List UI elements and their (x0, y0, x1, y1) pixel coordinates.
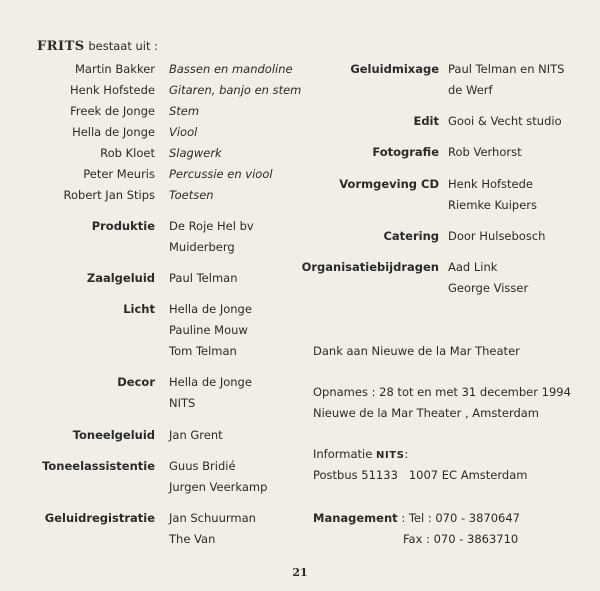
member-name: Robert Jan Stips (63, 188, 155, 202)
credit-label-decor: Decor (117, 375, 155, 389)
credit-label-zaalgeluid: Zaalgeluid (86, 271, 155, 285)
credit-label-geluidmixage: Geluidmixage (350, 62, 439, 76)
credit-value: Paul Telman en NITS (448, 62, 565, 76)
management-line (313, 511, 520, 525)
credit-value: Tom Telman (169, 344, 237, 358)
member-name: Martin Bakker (75, 62, 155, 76)
credit-value: Aad Link (448, 260, 498, 274)
credit-value: Jan Grent (169, 428, 223, 442)
recordings-line: Opnames : 28 tot en met 31 december 1994 (313, 385, 571, 399)
credit-value: The Van (169, 532, 216, 546)
credit-value: Henk Hofstede (448, 177, 534, 191)
group-name: FRITS (37, 39, 85, 54)
credit-value: Gooi & Vecht studio (448, 114, 562, 128)
member-role: Slagwerk (169, 146, 222, 160)
members-header (37, 39, 158, 54)
credit-label-produktie: Produktie (91, 219, 155, 233)
credit-value: Jan Schuurman (169, 511, 256, 525)
header-text: bestaat uit : (88, 39, 159, 53)
member-role: Bassen en mandoline (169, 62, 293, 76)
recordings-venue: Nieuwe de la Mar Theater , Amsterdam (313, 406, 540, 420)
credit-value: Pauline Mouw (169, 323, 248, 337)
credit-label-geluidregistratie: Geluidregistratie (44, 511, 155, 525)
member-role: Toetsen (169, 188, 214, 202)
credit-label-catering: Catering (383, 229, 439, 243)
info-suffix: : (404, 447, 409, 461)
management-tel: : Tel : 070 - 3870647 (401, 511, 520, 525)
credit-label-edit: Edit (413, 114, 439, 128)
credit-label-licht: Licht (123, 302, 155, 316)
member-name: Henk Hofstede (69, 83, 155, 97)
member-role: Percussie en viool (169, 167, 273, 181)
management-label: Management (313, 511, 398, 525)
credit-value: Door Hulsebosch (448, 229, 546, 243)
credit-value: Rob Verhorst (448, 145, 522, 159)
credit-value: Hella de Jonge (169, 302, 252, 316)
credit-value: De Roje Hel bv (169, 219, 254, 233)
credit-value: de Werf (448, 83, 493, 97)
page-number: 21 (292, 566, 308, 579)
credit-label-organisatiebijdragen: Organisatiebijdragen (301, 260, 439, 274)
info-prefix: Informatie (313, 447, 373, 461)
credit-label-toneelassistentie: Toneelassistentie (42, 459, 155, 473)
credit-value: Muiderberg (169, 240, 235, 254)
credit-value: George Visser (448, 281, 529, 295)
credit-value: Riemke Kuipers (448, 198, 537, 212)
member-name: Freek de Jonge (70, 104, 155, 118)
credit-value: NITS (169, 396, 196, 410)
credit-value: Jurgen Veerkamp (169, 480, 268, 494)
info-address: Postbus 51133 1007 EC Amsterdam (313, 468, 528, 482)
credit-label-vormgeving-cd: Vormgeving CD (339, 177, 439, 191)
member-name: Peter Meuris (83, 167, 155, 181)
info-line (313, 447, 408, 461)
info-nits: NITS (375, 450, 405, 461)
credit-label-fotografie: Fotografie (372, 145, 439, 159)
member-role: Viool (169, 125, 198, 139)
member-role: Gitaren, banjo en stem (169, 83, 302, 97)
credit-label-toneelgeluid: Toneelgeluid (72, 428, 155, 442)
member-name: Hella de Jonge (72, 125, 155, 139)
thanks-text: Dank aan Nieuwe de la Mar Theater (313, 344, 520, 358)
credit-value: Hella de Jonge (169, 375, 252, 389)
member-name: Rob Kloet (100, 146, 155, 160)
credit-value: Guus Bridié (169, 459, 236, 473)
management-fax: Fax : 070 - 3863710 (403, 532, 519, 546)
member-role: Stem (169, 104, 200, 118)
credit-value: Paul Telman (169, 271, 238, 285)
